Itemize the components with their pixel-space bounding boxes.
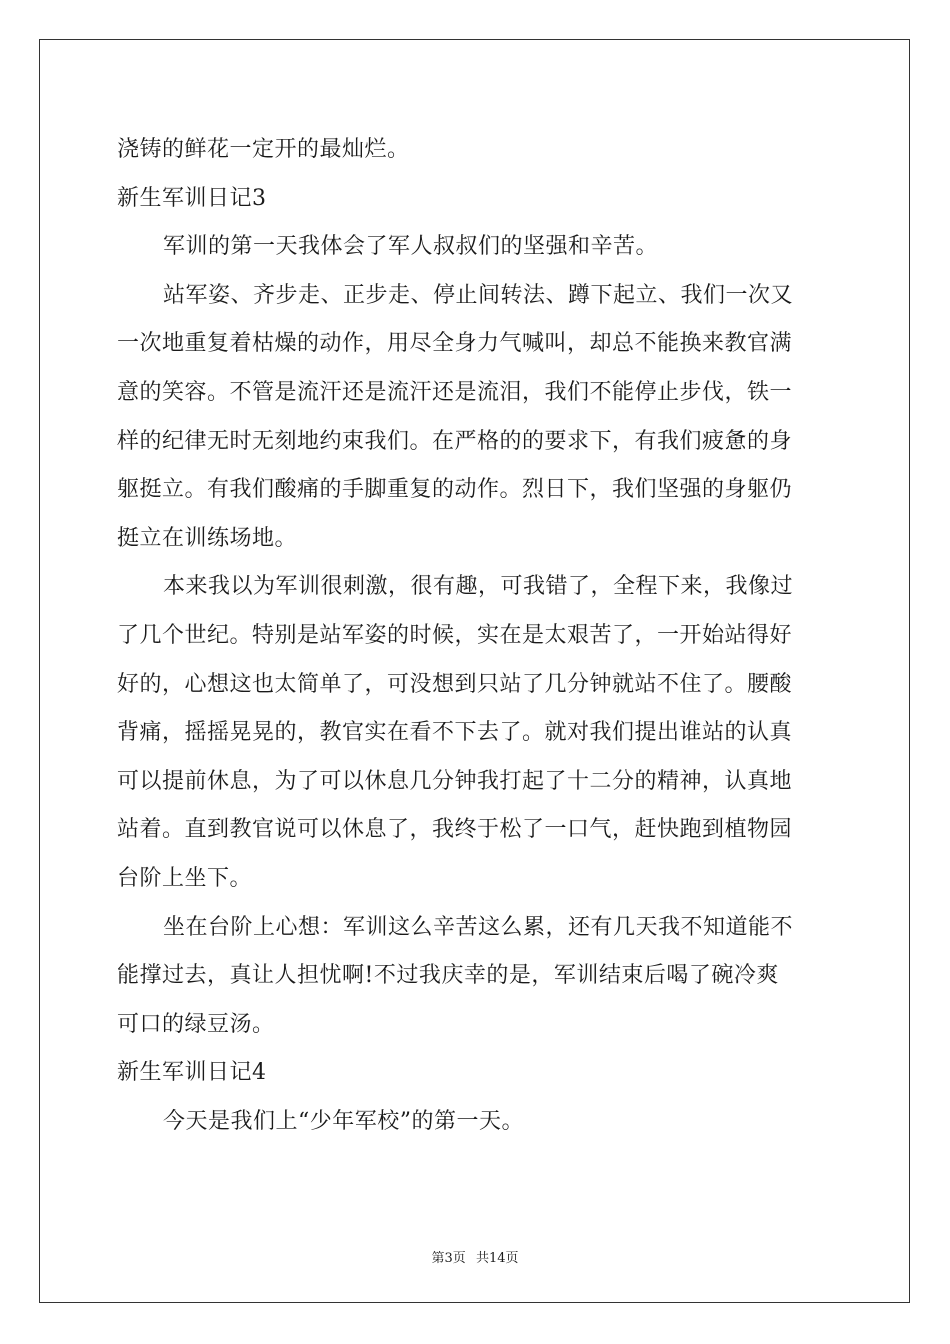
section-heading: 新生军训日记4 <box>117 1060 267 1086</box>
text-line: 意的笑容。不管是流汗还是流汗还是流泪，我们不能停止步伐，铁一 <box>117 379 793 405</box>
text-line: 可以提前休息，为了可以休息几分钟我打起了十二分的精神，认真地 <box>117 768 793 794</box>
paragraph-first-line: 军训的第一天我体会了军人叔叔们的坚强和辛苦。 <box>163 234 659 260</box>
paragraph-first-line: 坐在台阶上心想：军训这么辛苦这么累，还有几天我不知道能不 <box>163 914 794 940</box>
page-number: 第3页 <box>431 1251 466 1266</box>
paragraph-first-line: 本来我以为军训很刺激，很有趣，可我错了，全程下来，我像过 <box>163 574 794 600</box>
section-heading: 新生军训日记3 <box>117 185 267 211</box>
text-line: 台阶上坐下。 <box>117 865 253 891</box>
paragraph-first-line: 今天是我们上“少年军校”的第一天。 <box>163 1108 524 1134</box>
page-total: 共14页 <box>475 1251 519 1266</box>
text-line: 站着。直到教官说可以休息了，我终于松了一口气，赶快跑到植物园 <box>117 817 793 843</box>
text-line: 了几个世纪。特别是站军姿的时候，实在是太艰苦了，一开始站得好 <box>117 622 793 648</box>
page-footer <box>0 1247 950 1266</box>
text-line: 挺立在训练场地。 <box>117 525 298 551</box>
text-line: 样的纪律无时无刻地约束我们。在严格的的要求下，有我们疲惫的身 <box>117 428 793 454</box>
text-line: 一次地重复着枯燥的动作，用尽全身力气喊叫，却总不能换来教官满 <box>117 331 793 357</box>
text-line: 可口的绿豆汤。 <box>117 1011 275 1037</box>
paragraph-first-line: 站军姿、齐步走、正步走、停止间转法、蹲下起立、我们一次又 <box>163 282 794 308</box>
text-line: 浇铸的鲜花一定开的最灿烂。 <box>117 137 410 162</box>
text-line: 好的，心想这也太简单了，可没想到只站了几分钟就站不住了。腰酸 <box>117 671 793 697</box>
text-line: 能撑过去，真让人担忧啊!不过我庆幸的是，军训结束后喝了碗冷爽 <box>117 963 779 989</box>
text-line: 背痛，摇摇晃晃的，教官实在看不下去了。就对我们提出谁站的认真 <box>117 720 793 746</box>
document-body <box>117 126 837 1146</box>
text-line: 躯挺立。有我们酸痛的手脚重复的动作。烈日下，我们坚强的身躯仍 <box>117 477 793 503</box>
